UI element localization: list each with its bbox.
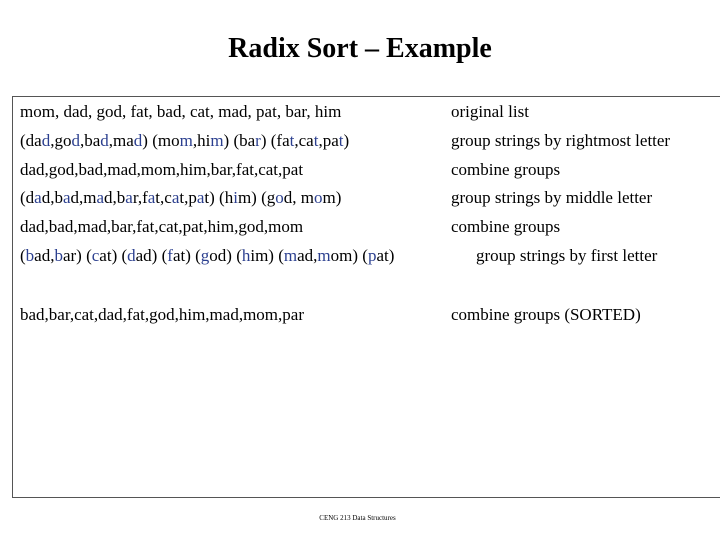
highlighted-letter: c: [91, 246, 100, 265]
highlighted-letter: b: [54, 246, 63, 265]
row-note: combine groups: [451, 160, 561, 179]
row-text-segment: at) (: [172, 246, 201, 265]
highlighted-letter: a: [196, 188, 205, 207]
row-note: group strings by first letter: [476, 246, 658, 265]
row-text: [20, 246, 394, 266]
highlighted-letter: o: [275, 188, 284, 207]
highlighted-letter: r: [255, 131, 261, 150]
row-text-segment: dad,god,bad,mad,mom,him,bar,fat,cat,pat: [20, 160, 304, 179]
row-text-segment: m) (g: [237, 188, 276, 207]
row-text-segment: d,b: [104, 188, 126, 207]
row-text-segment: ,ca: [294, 131, 314, 150]
highlighted-letter: d: [71, 131, 80, 150]
highlighted-letter: i: [233, 188, 238, 207]
row-text-segment: mom, dad, god, fat, bad, cat, mad, pat, bar, him: [20, 102, 342, 121]
row-text-segment: t) (h: [204, 188, 234, 207]
row-note: group strings by middle letter: [451, 188, 653, 207]
row-note: original list: [451, 102, 529, 121]
row-text-segment: ,hi: [192, 131, 211, 150]
row-note: combine groups (SORTED): [451, 305, 641, 324]
highlighted-letter: h: [241, 246, 251, 265]
content-frame: [12, 96, 720, 498]
row-text-segment: ) (mo: [142, 131, 180, 150]
highlighted-letter: m: [179, 131, 193, 150]
row-text-segment: ,ma: [108, 131, 134, 150]
slide-footer: CENG 213 Data Structures: [319, 514, 396, 522]
highlighted-letter: m: [210, 131, 224, 150]
highlighted-letter: a: [96, 188, 105, 207]
row-text: [20, 305, 304, 325]
highlighted-letter: d: [133, 131, 143, 150]
row-text-segment: om) (: [330, 246, 368, 265]
row-text: [20, 102, 341, 122]
slide-title: Radix Sort – Example: [228, 33, 492, 64]
highlighted-letter: a: [147, 188, 156, 207]
highlighted-letter: t: [313, 131, 319, 150]
row-text-segment: m): [322, 188, 342, 207]
row-text-segment: at): [376, 246, 395, 265]
row-text-segment: dad,bad,mad,bar,fat,cat,pat,him,god,mom: [20, 217, 304, 236]
row-text-segment: ,pa: [318, 131, 339, 150]
row-text-segment: (: [20, 246, 26, 265]
highlighted-letter: g: [200, 246, 210, 265]
row-text-segment: ad,: [297, 246, 318, 265]
row-note: combine groups: [451, 217, 561, 236]
row-text: [20, 188, 341, 208]
highlighted-letter: d: [127, 246, 136, 265]
row-text-segment: ) (ba: [223, 131, 256, 150]
highlighted-letter: b: [25, 246, 35, 265]
row-text-segment: ad) (: [135, 246, 168, 265]
highlighted-letter: t: [338, 131, 344, 150]
highlighted-letter: t: [289, 131, 295, 150]
highlighted-letter: d: [100, 131, 109, 150]
row-text-segment: t,p: [179, 188, 197, 207]
highlighted-letter: p: [367, 246, 377, 265]
row-text: [20, 131, 349, 151]
row-text-segment: ) (fa: [260, 131, 290, 150]
highlighted-letter: a: [171, 188, 180, 207]
row-text-segment: d, m: [283, 188, 314, 207]
row-text-segment: (d: [20, 188, 35, 207]
row-text-segment: t,c: [155, 188, 172, 207]
row-text-segment: d,m: [70, 188, 97, 207]
row-text-segment: (da: [20, 131, 42, 150]
row-text-segment: d,b: [41, 188, 63, 207]
row-text-segment: ,ba: [79, 131, 101, 150]
highlighted-letter: f: [167, 246, 173, 265]
row-text-segment: od) (: [209, 246, 242, 265]
row-text-segment: at) (: [99, 246, 128, 265]
highlighted-letter: m: [283, 246, 298, 265]
row-note: group strings by rightmost letter: [451, 131, 671, 150]
highlighted-letter: a: [62, 188, 71, 207]
highlighted-letter: a: [125, 188, 133, 207]
row-text-segment: ): [343, 131, 350, 150]
row-text-segment: r,f: [132, 188, 148, 207]
row-text-segment: ad,: [34, 246, 55, 265]
row-text-segment: bad,bar,cat,dad,fat,god,him,mad,mom,par: [20, 305, 304, 324]
highlighted-letter: m: [317, 246, 331, 265]
row-text: [20, 217, 303, 237]
highlighted-letter: a: [34, 188, 42, 207]
highlighted-letter: o: [313, 188, 323, 207]
row-text: [20, 160, 303, 180]
row-text-segment: im) (: [250, 246, 284, 265]
row-text-segment: ar) (: [62, 246, 92, 265]
highlighted-letter: d: [41, 131, 51, 150]
row-text-segment: ,go: [50, 131, 72, 150]
